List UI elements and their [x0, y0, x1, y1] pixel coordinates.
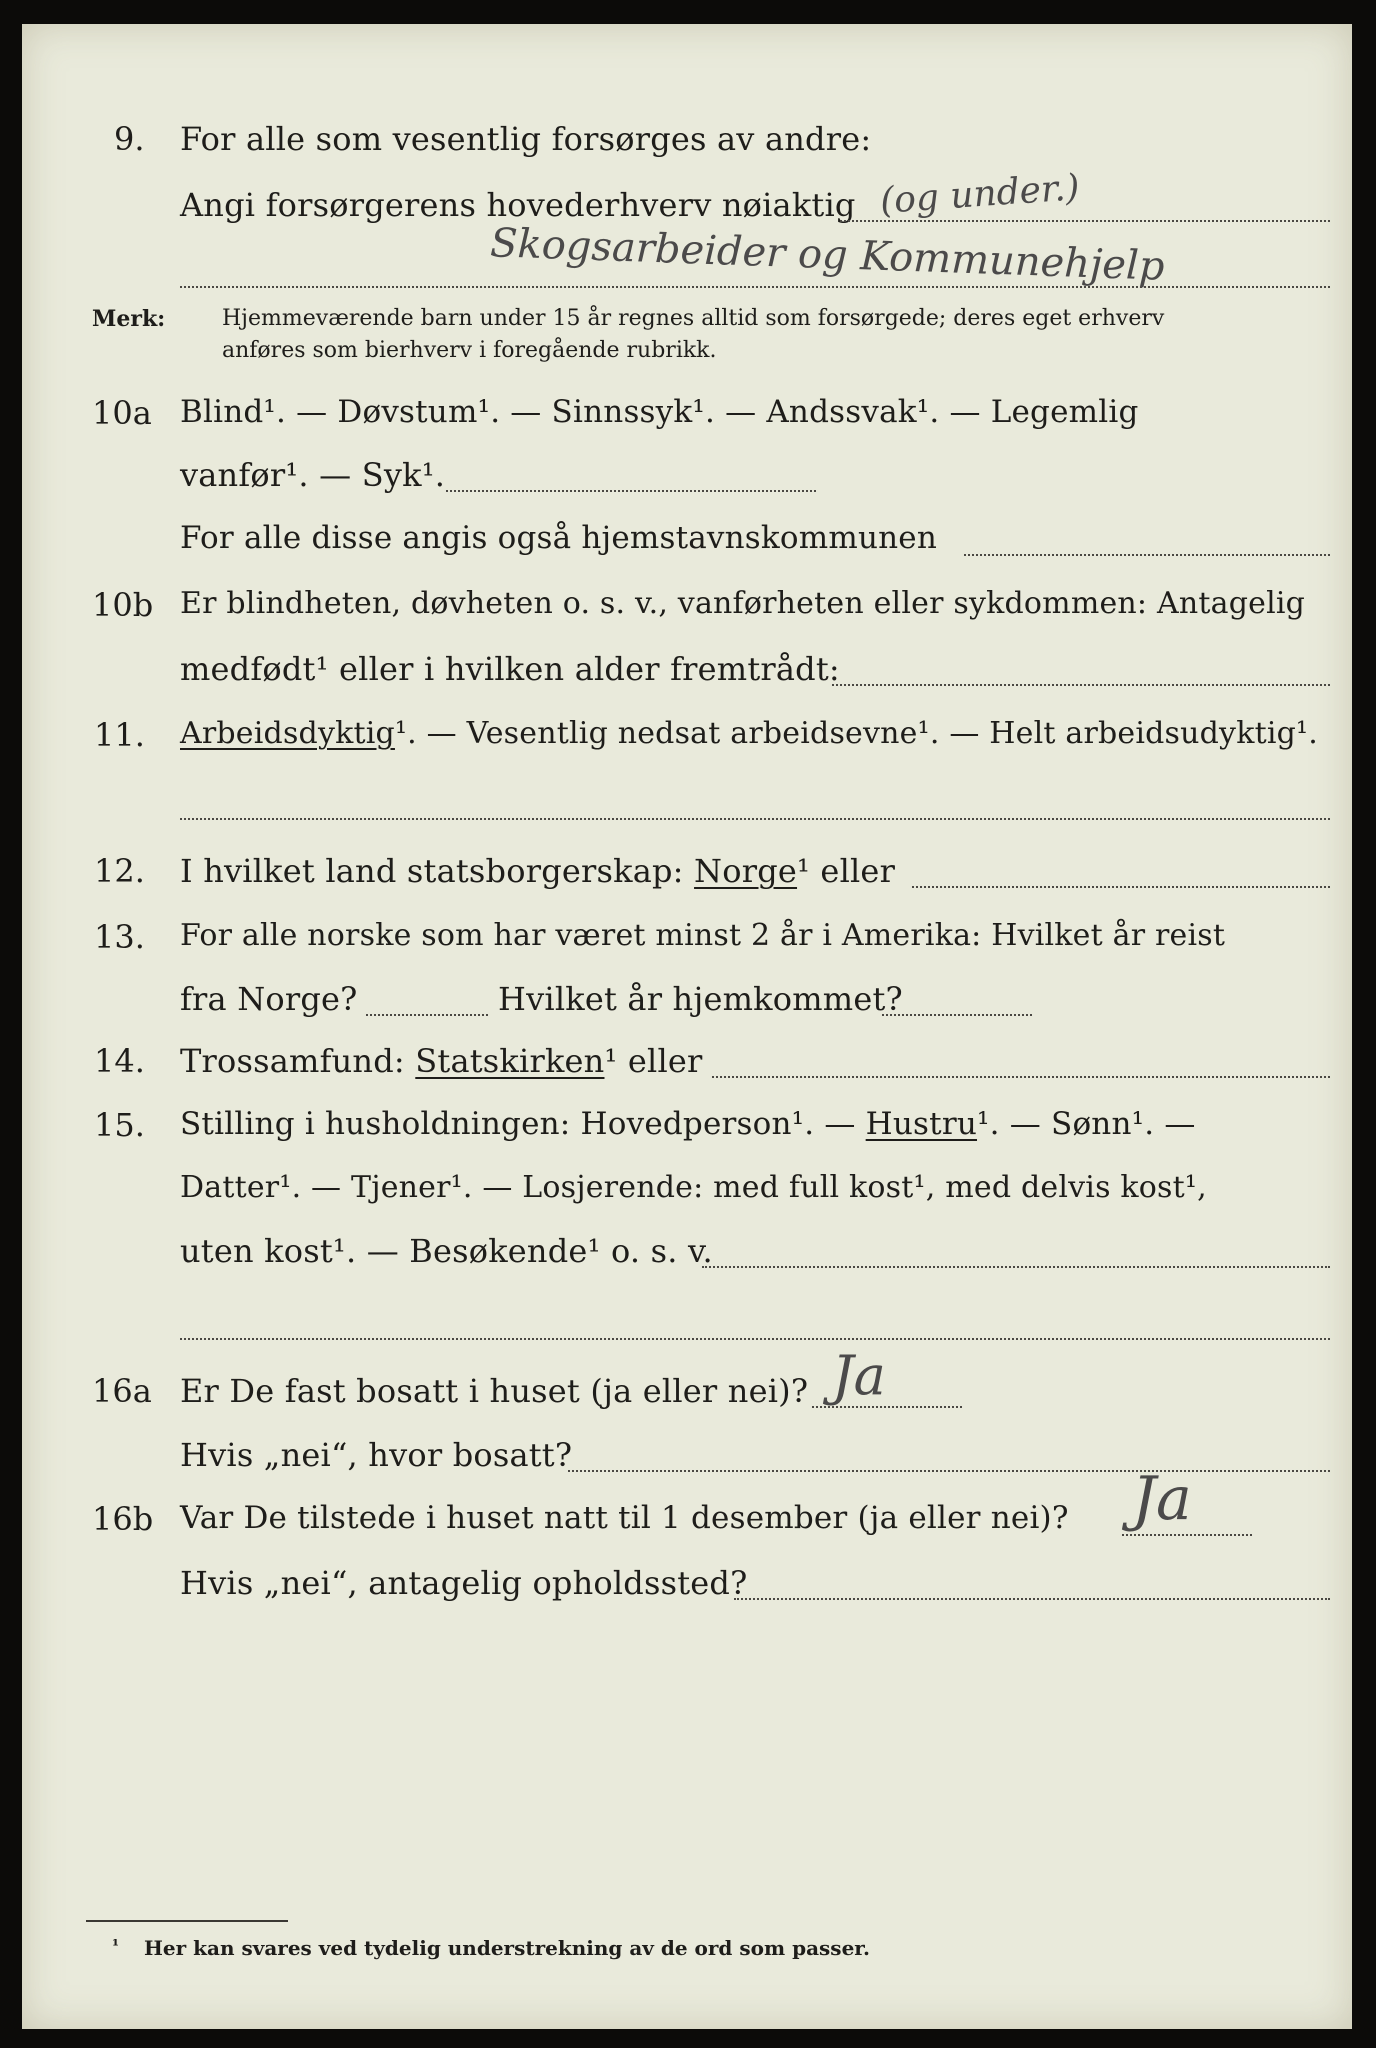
- merk-label: Merk:: [92, 306, 166, 332]
- q15-number: 15.: [94, 1106, 145, 1144]
- census-form-page: [22, 24, 1352, 2029]
- q9-handwritten-1: (og under.): [878, 167, 1081, 222]
- q12-prefix: I hvilket land statsborgerskap:: [180, 852, 684, 890]
- q16b-handwritten: Ja: [1132, 1464, 1192, 1534]
- footnote-rule: [86, 1920, 288, 1922]
- q13-line1: For alle norske som har været minst 2 år i Amerika: Hvilket år reist: [180, 918, 1226, 953]
- q10a-line3: For alle disse angis også hjemstavnskommunen: [180, 520, 937, 556]
- q14-prefix: Trossamfund:: [180, 1042, 405, 1080]
- q15-answer-line-2: [180, 1338, 1330, 1340]
- q11-number: 11.: [94, 716, 145, 754]
- q12-option-norge: Norge: [694, 852, 798, 890]
- q11-option-arbeidsdyktig: Arbeidsdyktig: [180, 716, 395, 751]
- q14-suffix: ¹ eller: [604, 1042, 703, 1080]
- q13-line2b: Hvilket år hjemkommet?: [498, 980, 903, 1018]
- q15-line1b: ¹. — Sønn¹. —: [977, 1106, 1196, 1142]
- q10a-answer-line-2: [964, 554, 1330, 556]
- q9-answer-line-1: [840, 220, 1330, 222]
- q16b-line1: Var De tilstede i huset natt til 1 desember (ja eller nei)?: [180, 1500, 1069, 1536]
- q16b-answer-line-2: [734, 1598, 1330, 1600]
- q16b-answer-line-1: [1122, 1534, 1252, 1536]
- q16b-number: 16b: [92, 1500, 154, 1538]
- q10a-answer-line-1: [446, 490, 816, 492]
- q16b-line2: Hvis „nei“, antagelig opholdssted?: [180, 1564, 748, 1602]
- q12-number: 12.: [94, 852, 145, 890]
- q12-line: [180, 852, 895, 890]
- q16a-handwritten: Ja: [832, 1344, 886, 1407]
- q10b-number: 10b: [92, 586, 154, 624]
- q10b-line2: medfødt¹ eller i hvilken alder fremtrådt:: [180, 650, 840, 688]
- q10b-line1: Er blindheten, døvheten o. s. v., vanførheten eller sykdommen: Antagelig: [180, 586, 1306, 621]
- q9-line1: For alle som vesentlig forsørges av andre:: [180, 120, 872, 158]
- q13-line2a: fra Norge?: [180, 980, 358, 1018]
- q14-answer-line: [712, 1076, 1330, 1078]
- q12-suffix: ¹ eller: [797, 852, 896, 890]
- q9-handwritten-2: Skogsarbeider og Kommunehjelp: [489, 220, 1166, 290]
- q16a-number: 16a: [92, 1372, 152, 1410]
- q16a-line1: Er De fast bosatt i huset (ja eller nei)?: [180, 1372, 809, 1410]
- footnote-mark: ¹: [112, 1936, 120, 1955]
- merk-line2: anføres som bierhverv i foregående rubrikk.: [222, 338, 717, 363]
- q14-option-statskirken: Statskirken: [415, 1042, 605, 1080]
- q13-answer-line-hjemkommet: [882, 1014, 1032, 1016]
- footnote-text: Her kan svares ved tydelig understrekning av de ord som passer.: [144, 1936, 870, 1960]
- q14-number: 14.: [94, 1042, 145, 1080]
- q16a-line2: Hvis „nei“, hvor bosatt?: [180, 1436, 573, 1474]
- q13-number: 13.: [94, 918, 145, 956]
- q15-line2: Datter¹. — Tjener¹. — Losjerende: med full kost¹, med delvis kost¹,: [180, 1170, 1207, 1205]
- q15-line3: uten kost¹. — Besøkende¹ o. s. v.: [180, 1232, 713, 1270]
- q10a-number: 10a: [92, 394, 152, 432]
- q10b-answer-line: [832, 684, 1330, 686]
- q12-answer-line: [912, 886, 1330, 888]
- q15-line1a: Stilling i husholdningen: Hovedperson¹. —: [180, 1106, 856, 1142]
- q11-rest: ¹. — Vesentlig nedsat arbeidsevne¹. — Helt arbeidsudyktig¹.: [394, 716, 1319, 751]
- q15-line1: [180, 1106, 1196, 1142]
- q16a-answer-line-2: [568, 1470, 1330, 1472]
- q15-option-hustru: Hustru: [865, 1106, 978, 1142]
- q11-answer-line: [180, 818, 1330, 820]
- merk-line1: Hjemmeværende barn under 15 år regnes alltid som forsørgede; deres eget erhverv: [222, 306, 1165, 331]
- q13-answer-line-reist: [366, 1014, 488, 1016]
- q10a-line2: vanfør¹. — Syk¹.: [180, 456, 446, 494]
- q9-line2: Angi forsørgerens hovederhverv nøiaktig: [180, 186, 856, 224]
- q10a-line1: Blind¹. — Døvstum¹. — Sinnssyk¹. — Andssvak¹. — Legemlig: [180, 394, 1139, 430]
- q9-number: 9.: [114, 120, 145, 158]
- q11-line: [180, 716, 1318, 751]
- q14-line: [180, 1042, 703, 1080]
- q15-answer-line-1: [702, 1266, 1330, 1268]
